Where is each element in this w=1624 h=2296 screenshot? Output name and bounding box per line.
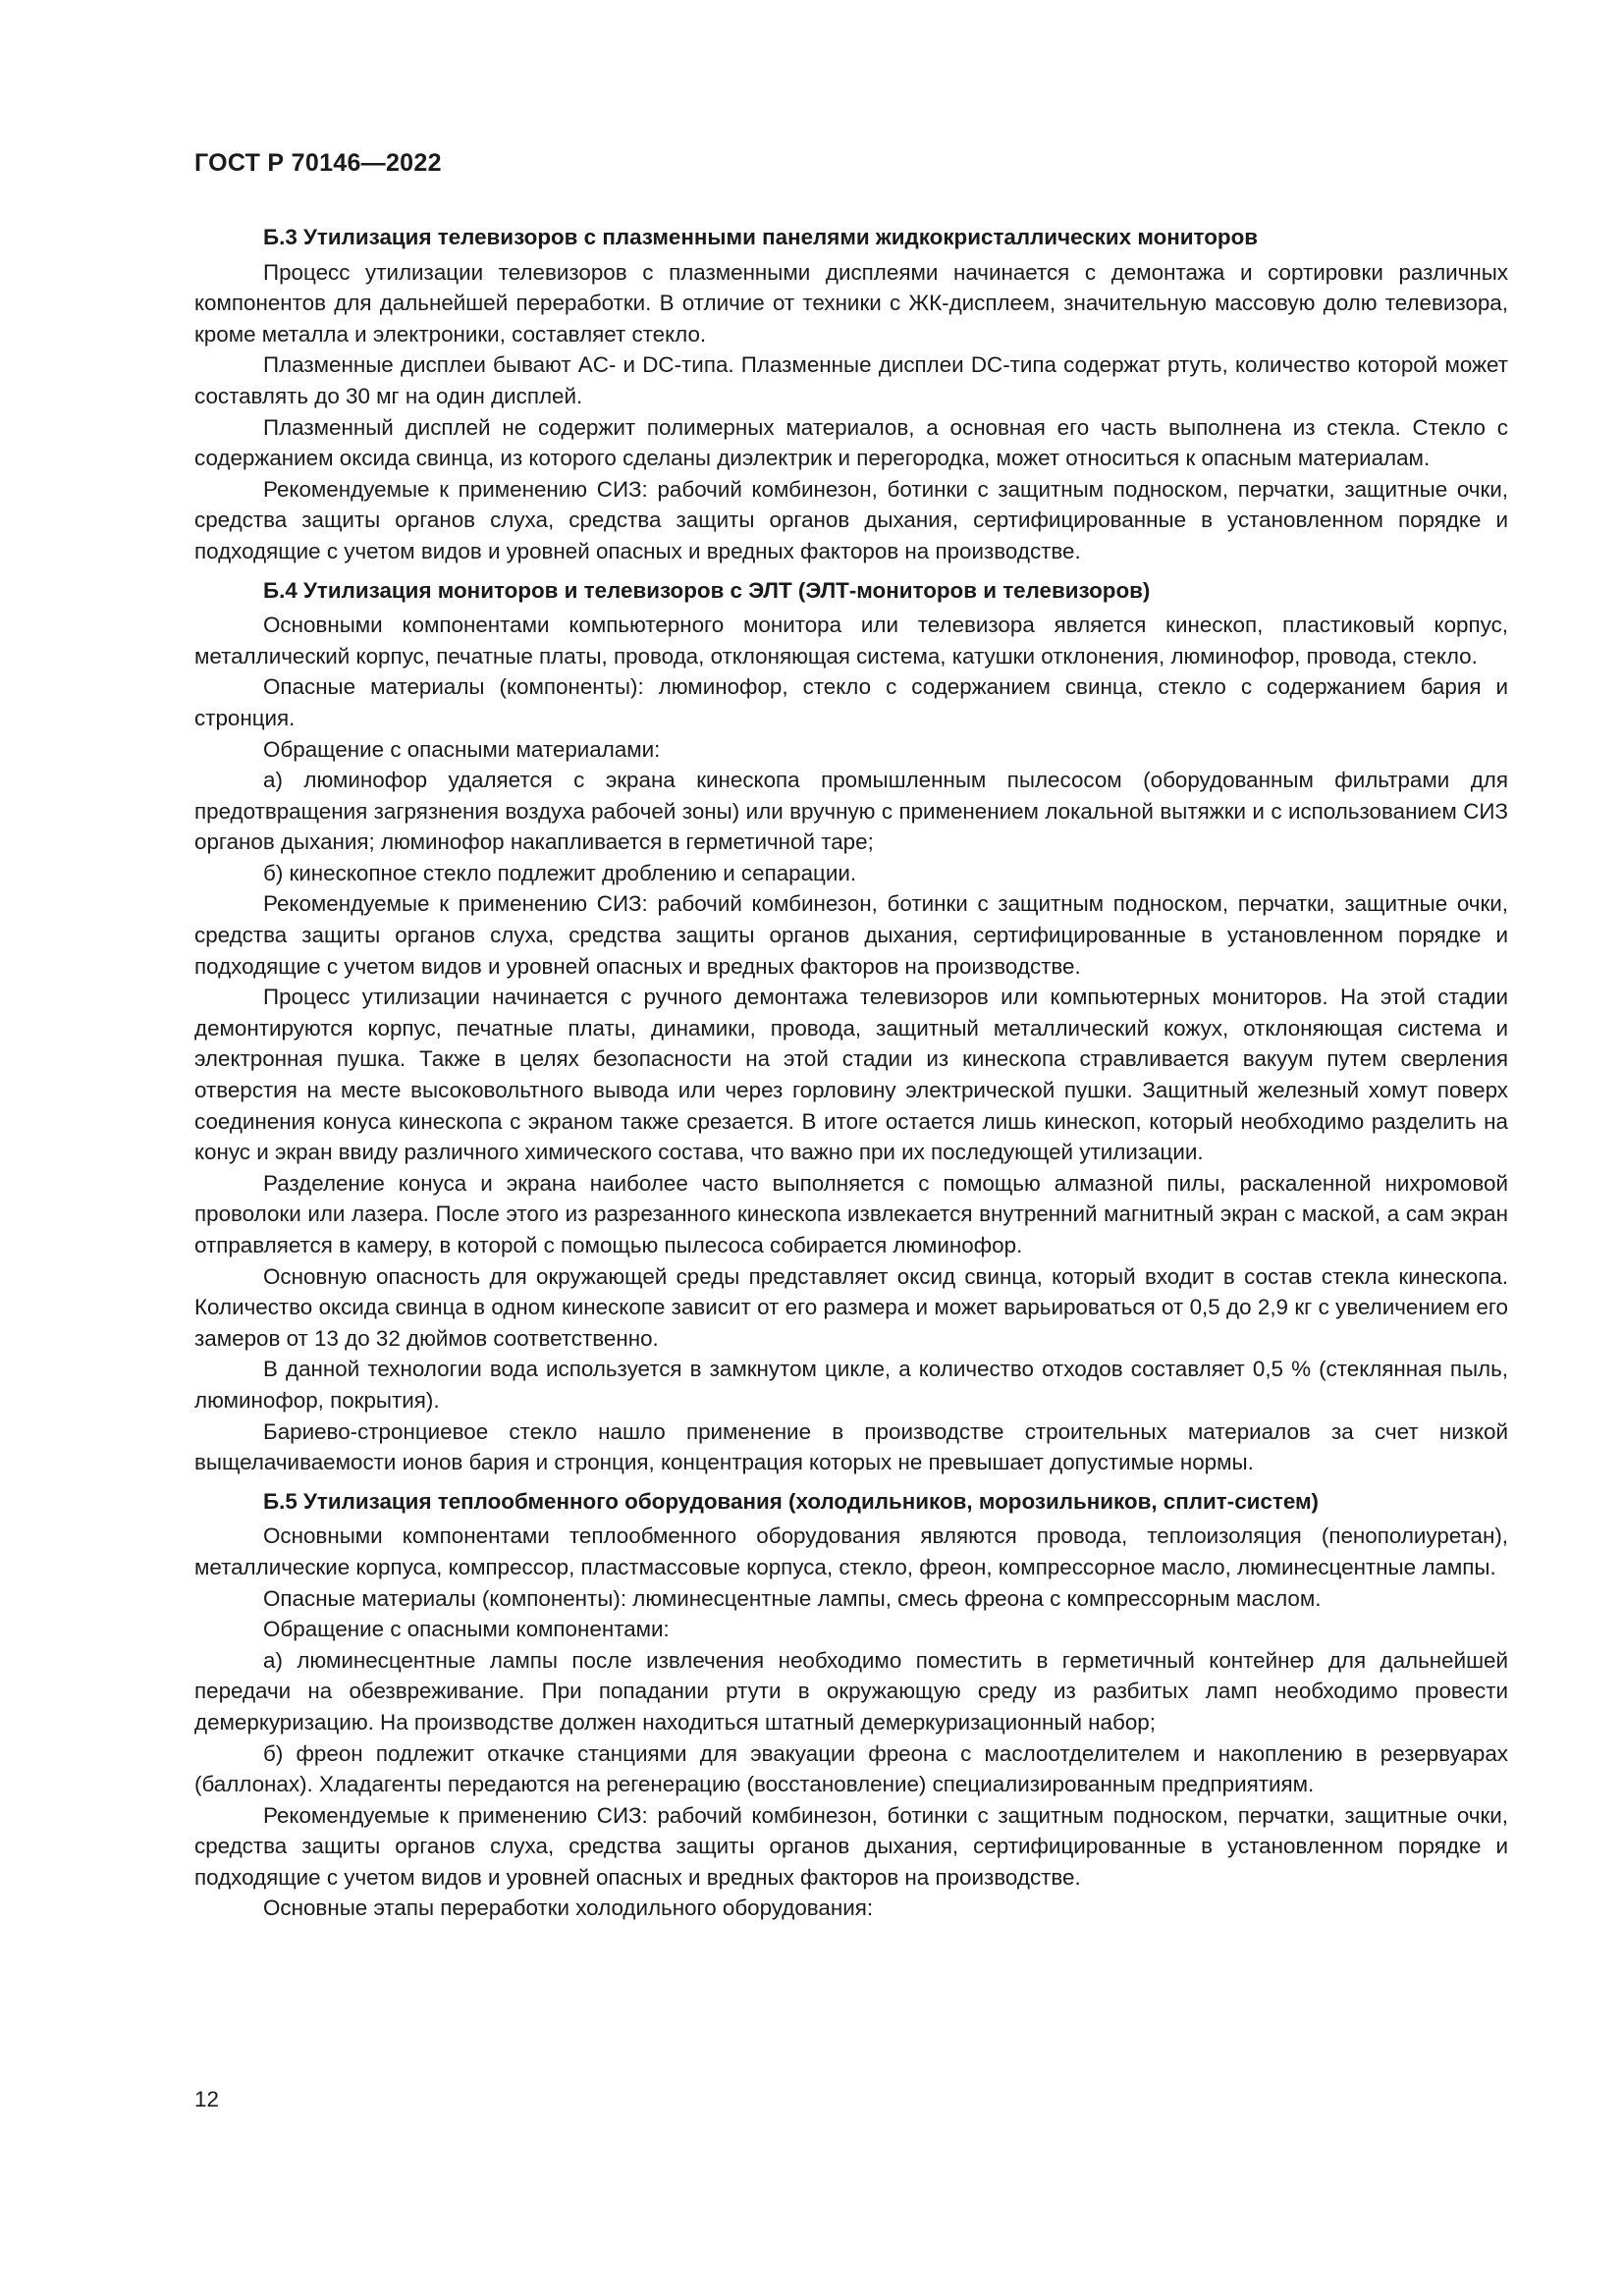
paragraph: Плазменные дисплеи бывают AC- и DC-типа. Плазменные дисплеи DC-типа содержат ртуть, количество которой может составлять до 30 мг на один дисплей. <box>194 352 1508 408</box>
paragraph: Процесс утилизации телевизоров с плазменными дисплеями начинается с демонтажа и сортировки различных компонентов для дальнейшей переработки. В отличие от техники с ЖК-дисплеем, значительную массовую долю телевизора, кроме металла и электроники, составляет стекло. <box>194 259 1508 347</box>
paragraph: В данной технологии вода используется в замкнутом цикле, а количество отходов составляет 0,5 % (стеклянная пыль, люминофор, покрытия). <box>194 1357 1508 1413</box>
document-code-header: ГОСТ Р 70146—2022 <box>194 149 442 177</box>
page-number: 12 <box>194 2087 219 2111</box>
paragraph: Рекомендуемые к применению СИЗ: рабочий комбинезон, ботинки с защитным подноском, перчатки, защитные очки, средства защиты органов слуха, средства защиты органов дыхания, сертифицированные в установленном порядке и подходящие с учетом видов и уровней опасных и вредных факторов на производстве. <box>194 891 1508 979</box>
paragraph: Рекомендуемые к применению СИЗ: рабочий комбинезон, ботинки с защитным подноском, перчатки, защитные очки, средства защиты органов слуха, средства защиты органов дыхания, сертифицированные в установленном порядке и подходящие с учетом видов и уровней опасных и вредных факторов на производстве. <box>194 1802 1508 1890</box>
paragraph: Основными компонентами компьютерного монитора или телевизора является кинескоп, пластиковый корпус, металлический корпус, печатные платы, провода, отклоняющая система, катушки отклонения, люминофор, провода, стекло. <box>194 613 1508 668</box>
list-item: б) фреон подлежит откачке станциями для эвакуации фреона с маслоотделителем и накоплению в резервуарах (баллонах). Хладагенты передаются на регенерацию (восстановление) специализированным предприятиям. <box>194 1740 1508 1797</box>
paragraph: Обращение с опасными материалами: <box>263 736 661 762</box>
paragraph: Обращение с опасными компонентами: <box>263 1617 670 1642</box>
paragraph: Основными компонентами теплообменного оборудования являются провода, теплоизоляция (пенополиуретан), металлические корпуса, компрессор, пластмассовые корпуса, стекло, фреон, компрессорное масло, люминесцентные лампы. <box>194 1523 1508 1579</box>
section-heading-b3: Б.3 Утилизация телевизоров с плазменными панелями жидкокристаллических мониторов <box>263 225 1259 249</box>
section-heading-b5: Б.5 Утилизация теплообменного оборудования (холодильников, морозильников, сплит-систем) <box>263 1488 1320 1514</box>
list-item: а) люминофор удаляется с экрана кинескопа промышленным пылесосом (оборудованным фильтрами для предотвращения загрязнения воздуха рабочей зоны) или вручную с применением локальной вытяжки и с использованием СИЗ органов дыхания; люминофор накапливается в герметичной таре; <box>194 768 1508 855</box>
paragraph: Рекомендуемые к применению СИЗ: рабочий комбинезон, ботинки с защитным подноском, перчатки, защитные очки, средства защиты органов слуха, средства защиты органов дыхания, сертифицированные в установленном порядке и подходящие с учетом видов и уровней опасных и вредных факторов на производстве. <box>194 476 1508 563</box>
list-item: а) люминесцентные лампы после извлечения необходимо поместить в герметичный контейнер для дальнейшей передачи на обезвреживание. При попадании ртути в окружающую среду из разбитых ламп необходимо провести демеркуризацию. На производстве должен находиться штатный демеркуризационный набор; <box>194 1647 1508 1735</box>
document-body <box>194 222 1508 1924</box>
paragraph: Основные этапы переработки холодильного оборудования: <box>263 1896 874 1921</box>
section-heading-b4: Б.4 Утилизация мониторов и телевизоров с ЭЛТ (ЭЛТ-мониторов и телевизоров) <box>263 577 1151 603</box>
list-item: б) кинескопное стекло подлежит дроблению и сепарации. <box>263 860 857 885</box>
paragraph: Разделение конуса и экрана наиболее часто выполняется с помощью алмазной пилы, раскаленной нихромовой проволоки или лазера. После этого из разрезанного кинескопа извлекается внутренний магнитный экран с маской, а сам экран отправляется в камеру, в которой с помощью пылесоса собирается люминофор. <box>194 1170 1508 1257</box>
paragraph: Плазменный дисплей не содержит полимерных материалов, а основная его часть выполнена из стекла. Стекло с содержанием оксида свинца, из которого сделаны диэлектрик и перегородка, может относиться к опасным материалам. <box>194 414 1508 471</box>
paragraph: Опасные материалы (компоненты): люминесцентные лампы, смесь фреона с компрессорным маслом. <box>263 1585 1322 1611</box>
paragraph: Основную опасность для окружающей среды представляет оксид свинца, который входит в состав стекла кинескопа. Количество оксида свинца в одном кинескопе зависит от его размера и может варьироваться от 0,5 до 2,9 кг с увеличением его замеров от 13 до 32 дюймов соответственно. <box>194 1263 1508 1351</box>
paragraph: Бариево-стронциевое стекло нашло применение в производстве строительных материалов за счет низкой выщелачиваемости ионов бария и стронция, концентрация которых не превышает допустимые нормы. <box>194 1418 1508 1475</box>
paragraph: Опасные материалы (компоненты): люминофор, стекло с содержанием свинца, стекло с содержанием бария и стронция. <box>194 674 1508 730</box>
paragraph: Процесс утилизации начинается с ручного демонтажа телевизоров или компьютерных мониторов. На этой стадии демонтируются корпус, печатные платы, динамики, провода, защитный металлический кожух, отклоняющая система и электронная пушка. Также в целях безопасности на этой стадии из кинескопа стравливается вакуум путем сверления отверстия на месте высоковольтного вывода или через горловину электрической пушки. Защитный железный хомут поверх соединения конуса кинескопа с экраном также срезается. В итоге остается лишь кинескоп, который необходимо разделить на конус и экран ввиду различного химического состава, что важно при их последующей утилизации. <box>194 985 1508 1165</box>
